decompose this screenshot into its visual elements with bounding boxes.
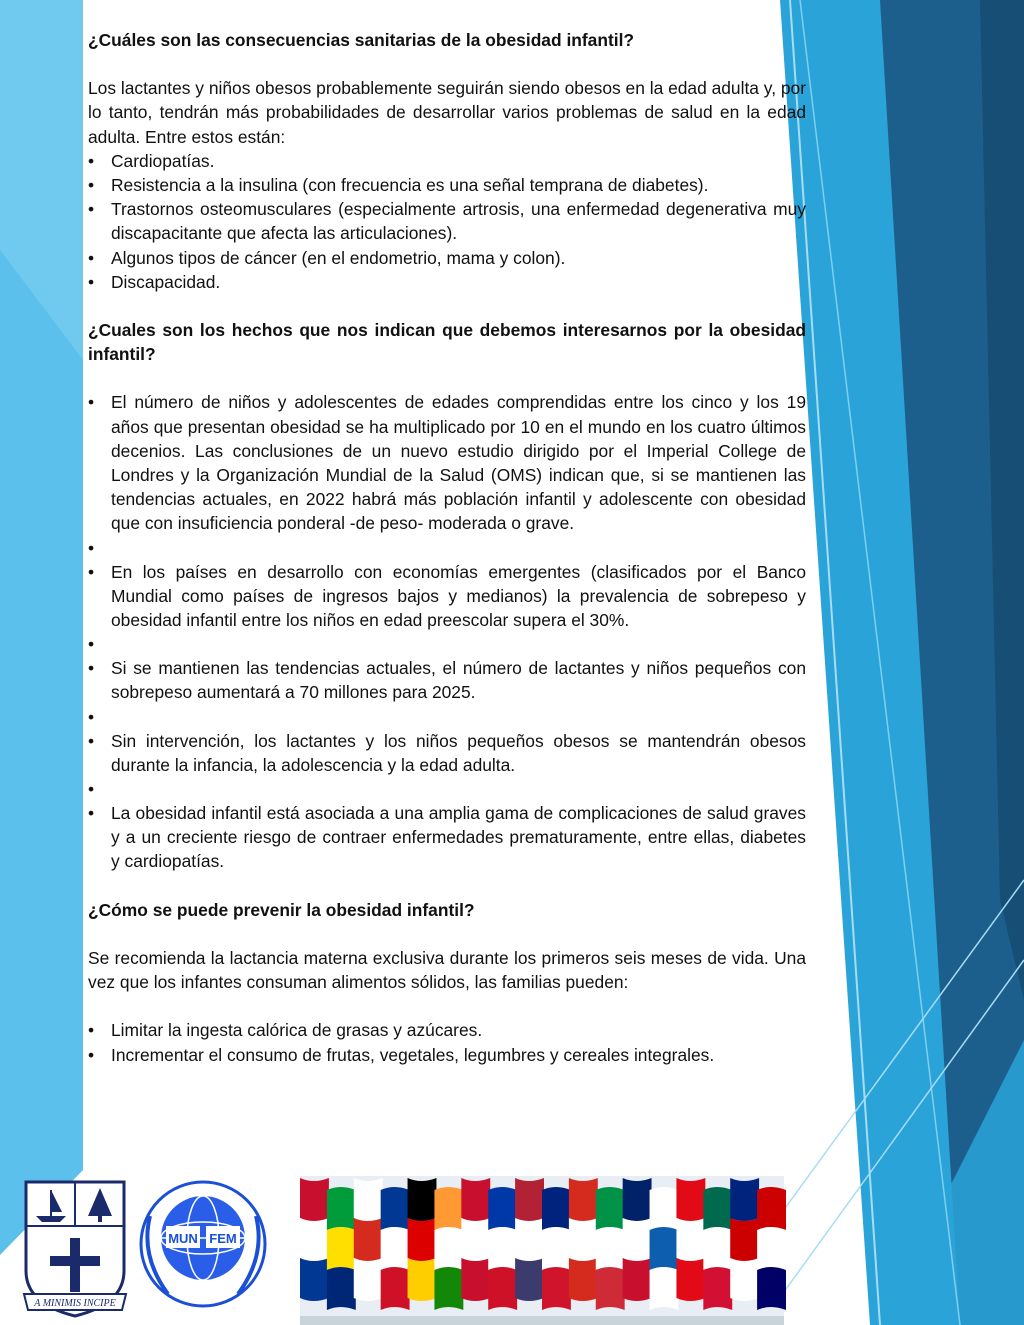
school-crest-logo [24, 1182, 126, 1316]
flag [730, 1178, 759, 1301]
list-item: • Trastornos osteomusculares (especialmente artrosis, una enfermedad degenerativa muy discapacitante que afecta las articulaciones). [88, 197, 806, 245]
flag [542, 1187, 571, 1310]
flag [757, 1187, 786, 1310]
list-item: • Discapacidad. [88, 270, 806, 294]
flag [461, 1178, 490, 1301]
section1-heading: ¿Cuáles son las consecuencias sanitarias de la obesidad infantil? [88, 30, 635, 50]
section2-list [88, 390, 806, 873]
flag [381, 1187, 410, 1310]
fem-text: FEM [209, 1231, 237, 1246]
flag [623, 1178, 652, 1301]
section3-intro: Se recomienda la lactancia materna exclusiva durante los primeros seis meses de vida. Una vez que los infantes consuman alimentos sólidos, las familias pueden: [88, 947, 806, 993]
section1-list [88, 149, 806, 294]
list-item: • Algunos tipos de cáncer (en el endometrio, mama y colon). [88, 246, 806, 270]
list-item: • Resistencia a la insulina (con frecuencia es una señal temprana de diabetes). [88, 173, 806, 197]
school-motto: A MINIMIS INCIPE [34, 1298, 116, 1309]
footer-logos [0, 1176, 1024, 1325]
list-item: • Limitar la ingesta calórica de grasas y azúcares. [88, 1018, 806, 1042]
section2-heading: ¿Cuales son los hechos que nos indican que debemos interesarnos por la obesidad infantil? [88, 320, 806, 365]
flags-banner [300, 1176, 786, 1325]
flag [515, 1178, 544, 1301]
list-item: • La obesidad infantil está asociada a una amplia gama de complicaciones de salud graves y a un creciente riesgo de contraer enfermedades prematuramente, entre ellas, diabetes y cardiopatías. [88, 801, 806, 874]
flag [650, 1187, 679, 1310]
list-item: • En los países en desarrollo con economías emergentes (clasificados por el Banco Mundial como países de ingresos bajos y medianos) la prevalencia de sobrepeso y obesidad infantil entre los niños en edad preescolar supera el 30%. [88, 560, 806, 633]
flag [596, 1187, 625, 1310]
flag [354, 1178, 383, 1301]
list-item: • El número de niños y adolescentes de edades comprendidas entre los cinco y los 19 años que presentan obesidad se ha multiplicado por 10 en el mundo en los cuatro últimos decenios. Las conclusiones de un nuevo estudio dirigido por el Imperial College de Londres y la Organización Mundial de la Salud (OMS) indican que, si se mantienen las tendencias actuales, en 2022 habrá más población infantil y adolescente con obesidad que con insuficiencia ponderal -de peso- moderada o grave. [88, 390, 806, 535]
section1-intro: Los lactantes y niños obesos probablemente seguirán siendo obesos en la edad adulta y, por lo tanto, tendrán más probabilidades de desarrollar varios problemas de salud en la edad adulta. Entre estos están: [88, 78, 807, 147]
section3-heading: ¿Cómo se puede prevenir la obesidad infantil? [88, 899, 475, 920]
list-item: • Cardiopatías. [88, 149, 806, 173]
list-item: • Si se mantienen las tendencias actuales, el número de lactantes y niños pequeños con sobrepeso aumentará a 70 millones para 2025. [88, 656, 806, 704]
section3-list [88, 1018, 806, 1066]
mun-text: MUN [168, 1231, 198, 1246]
flag [327, 1187, 356, 1310]
flag [703, 1187, 732, 1310]
list-item: • Incrementar el consumo de frutas, vegetales, legumbres y cereales integrales. [88, 1043, 806, 1067]
flag [408, 1178, 437, 1301]
flag [569, 1178, 598, 1301]
document-body [88, 28, 806, 1067]
flag [300, 1178, 329, 1301]
flag [488, 1187, 517, 1310]
flag [434, 1187, 463, 1310]
mun-fem-logo [141, 1182, 265, 1306]
list-item: • Sin intervención, los lactantes y los niños pequeños obesos se mantendrán obesos durante la infancia, la adolescencia y la edad adulta. [88, 729, 806, 777]
flag [676, 1178, 705, 1301]
